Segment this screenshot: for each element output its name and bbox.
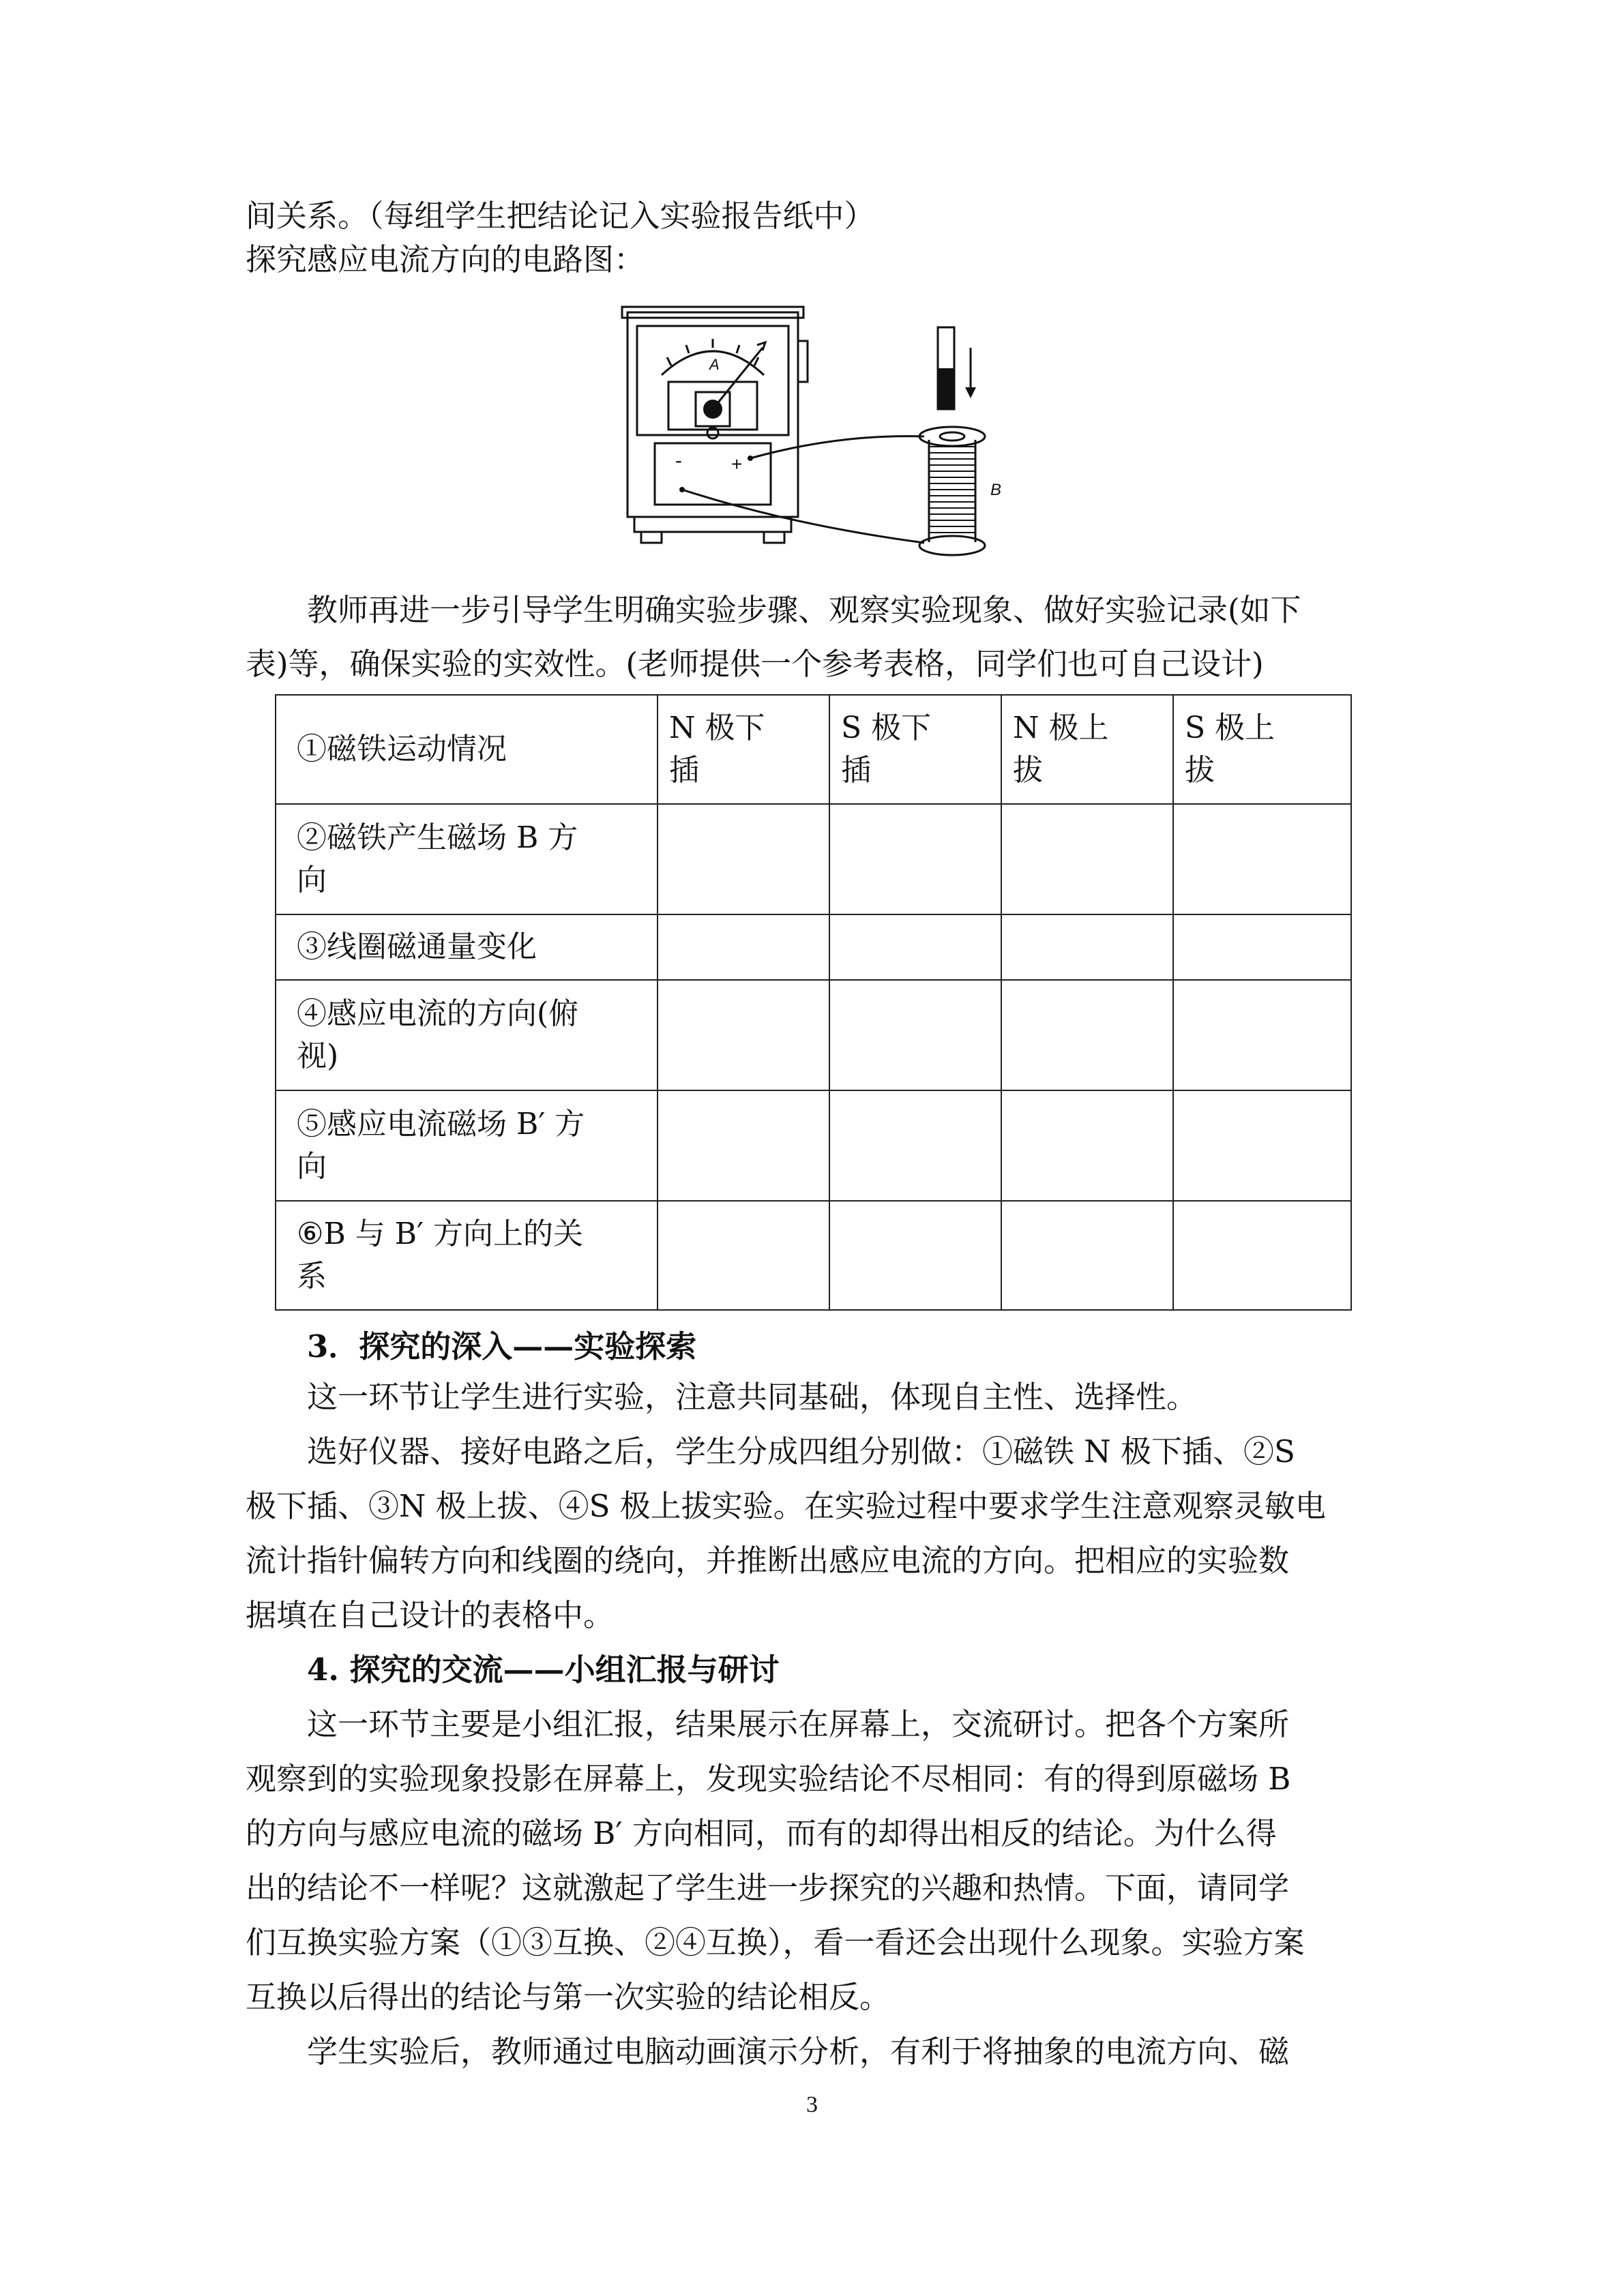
paragraph-line: 互换以后得出的结论与第一次实验的结论相反。: [246, 1979, 891, 2015]
table-cell: [1173, 1201, 1351, 1310]
table-column-header: N 极上 拔: [1001, 695, 1173, 804]
table-cell: [658, 980, 829, 1090]
table-cell: [1173, 980, 1351, 1090]
table-row-label: ④感应电流的方向(俯 视): [276, 980, 658, 1090]
table-cell: [829, 1201, 1001, 1310]
table-cell: [829, 914, 1001, 980]
paragraph-line: 这一环节让学生进行实验，注意共同基础，体现自主性、选择性。: [246, 1379, 1198, 1415]
table-cell: [658, 804, 829, 914]
table-header-row: [276, 695, 1351, 804]
table-row-label: ②磁铁产生磁场 B 方 向: [276, 804, 658, 914]
table-cell: [1173, 914, 1351, 980]
table-cell: [1173, 1090, 1351, 1201]
paragraph-line: 间关系。（每组学生把结论记入实验报告纸中）: [246, 198, 875, 234]
plus-terminal-label: +: [731, 453, 743, 475]
table-cell: [658, 914, 829, 980]
table-cell: [829, 1090, 1001, 1201]
table-row-label: ⑤感应电流磁场 B′ 方 向: [276, 1090, 658, 1201]
minus-terminal-label: -: [675, 449, 682, 472]
terminal-panel: [655, 443, 771, 505]
table-row: [276, 1090, 1351, 1201]
paragraph-line: 学生实验后，教师通过电脑动画演示分析，有利于将抽象的电流方向、磁: [246, 2033, 1290, 2070]
wire: [750, 436, 924, 458]
table-row: [276, 804, 1351, 914]
table-column-header: S 极上 拔: [1173, 695, 1351, 804]
paragraph-line: 这一环节主要是小组汇报，结果展示在屏幕上，交流研讨。把各个方案所: [246, 1706, 1290, 1742]
experiment-record-table: [275, 694, 1352, 1311]
circuit-diagram: [614, 300, 1023, 559]
paragraph-line: 观察到的实验现象投影在屏幕上，发现实验结论不尽相同：有的得到原磁场 B: [246, 1761, 1291, 1797]
table-cell: [1001, 1090, 1173, 1201]
paragraph-line: 流计指针偏转方向和线圈的绕向，并推断出感应电流的方向。把相应的实验数: [246, 1542, 1290, 1579]
figure-caption: 探究感应电流方向的电路图：: [246, 241, 645, 278]
table-cell: [658, 1201, 829, 1310]
meter-label: A: [709, 356, 720, 373]
paragraph-line: 选好仪器、接好电路之后，学生分成四组分别做：①磁铁 N 极下插、②S: [246, 1433, 1295, 1470]
paragraph-line: 表)等，确保实验的实效性。(老师提供一个参考表格，同学们也可自己设计): [246, 646, 1264, 682]
table-row: [276, 914, 1351, 980]
page-number: 3: [806, 2092, 818, 2117]
paragraph-line: 的方向与感应电流的磁场 B′ 方向相同，而有的却得出相反的结论。为什么得: [246, 1815, 1277, 1851]
coil-label: B: [990, 481, 1002, 499]
paragraph-line: 据填在自己设计的表格中。: [246, 1597, 615, 1633]
section-heading: 3．探究的深入——实验探索: [246, 1328, 697, 1365]
table-row: [276, 980, 1351, 1090]
section-heading: 4. 探究的交流——小组汇报与研讨: [246, 1652, 780, 1688]
table-cell: [1001, 804, 1173, 914]
table-cell: [829, 980, 1001, 1090]
table-column-header: S 极下 插: [829, 695, 1001, 804]
table-row-label: ⑥B 与 B′ 方向上的关 系: [276, 1201, 658, 1310]
paragraph-line: 们互换实验方案（①③互换、②④互换），看一看还会出现什么现象。实验方案: [246, 1924, 1305, 1960]
paragraph-line: 教师再进一步引导学生明确实验步骤、观察实验现象、做好实验记录(如下: [246, 592, 1301, 628]
table-cell: [1001, 914, 1173, 980]
table-row: [276, 1201, 1351, 1310]
paragraph-line: 极下插、③N 极上拔、④S 极上拔实验。在实验过程中要求学生注意观察灵敏电: [246, 1488, 1326, 1524]
table-cell: [658, 1090, 829, 1201]
table-cell: [1001, 1201, 1173, 1310]
table-row-label: ③线圈磁通量变化: [276, 914, 658, 980]
meter-knob: [703, 400, 722, 419]
paragraph-line: 出的结论不一样呢？这就激起了学生进一步探究的兴趣和热情。下面，请同学: [246, 1870, 1290, 1906]
table-header-label: ①磁铁运动情况: [276, 695, 658, 804]
table-cell: [829, 804, 1001, 914]
table-cell: [1001, 980, 1173, 1090]
table-cell: [1173, 804, 1351, 914]
table-column-header: N 极下 插: [658, 695, 829, 804]
